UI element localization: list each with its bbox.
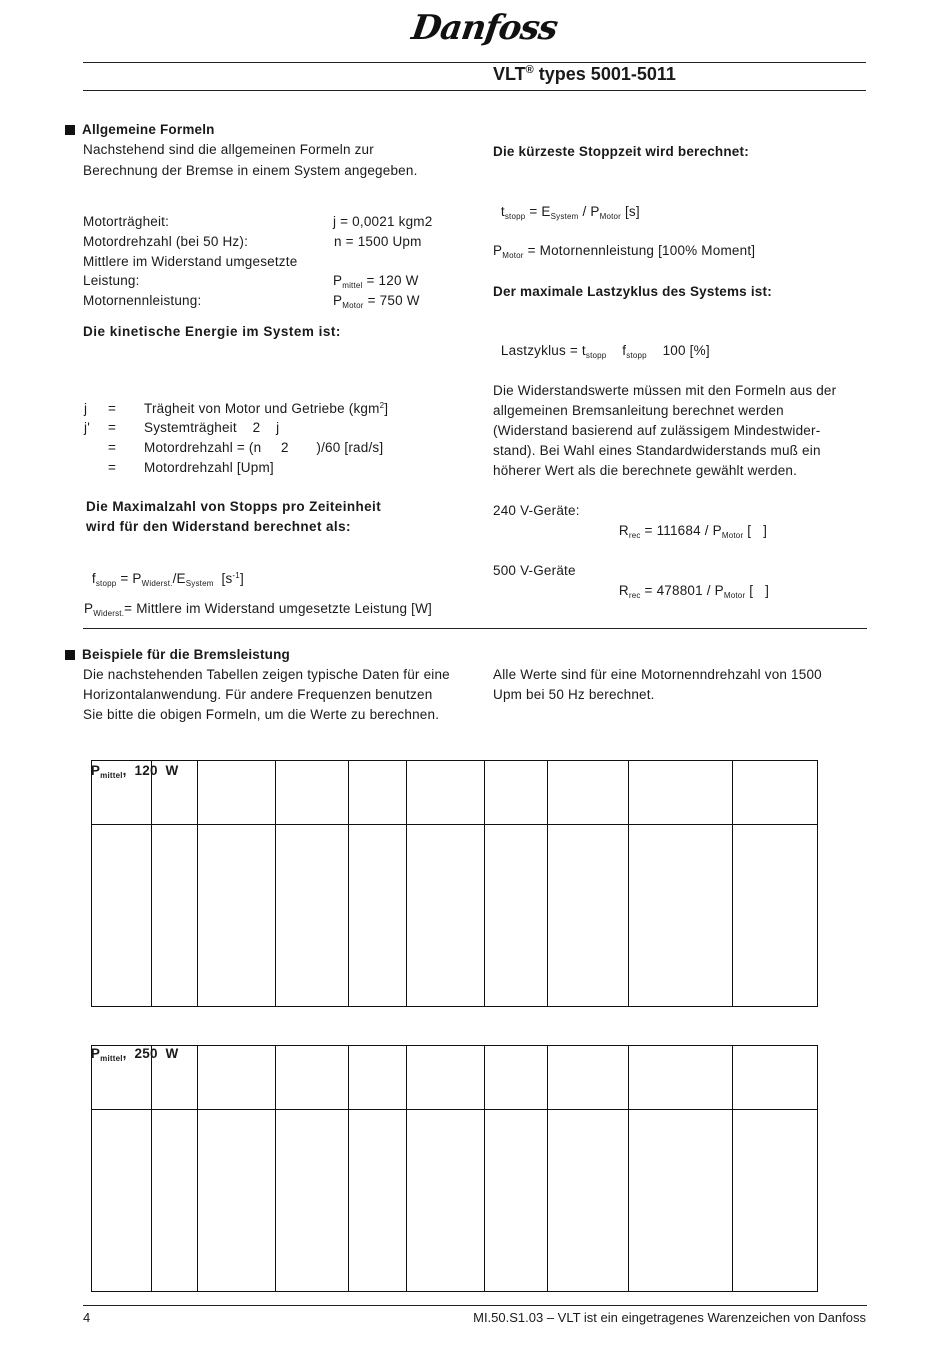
section2-heading xyxy=(65,645,290,665)
danfoss-logo xyxy=(409,8,560,52)
value-part: P xyxy=(333,293,343,308)
caption-sub: mittel xyxy=(100,1054,123,1063)
logo-text: Danfoss xyxy=(409,8,560,48)
value-part: = 120 W xyxy=(362,273,419,288)
header-rule-top xyxy=(83,62,866,63)
param-label: Leistung: xyxy=(83,273,140,288)
table-cell xyxy=(485,1046,548,1110)
formula-sub: stopp xyxy=(95,579,117,588)
formula-part: = P xyxy=(116,571,142,586)
section-divider xyxy=(83,628,867,629)
caption-part: P xyxy=(90,1046,101,1061)
legend-text-part: ] xyxy=(384,401,389,416)
caption-part: , 120 W xyxy=(122,763,179,778)
table-header-row xyxy=(92,761,818,825)
formula-sub: Widerst. xyxy=(141,579,173,588)
r500-label: 500 V-Geräte xyxy=(493,563,576,578)
cycle-heading: Der maximale Lastzyklus des Systems ist: xyxy=(493,284,772,299)
value-sub: Motor xyxy=(342,301,364,310)
legend-eq: = xyxy=(108,460,117,475)
r500-formula xyxy=(611,561,769,601)
legend-text: Motordrehzahl = (n 2 )/60 [rad/s] xyxy=(144,440,384,455)
table-cell xyxy=(629,761,733,825)
formula-sub: stopp xyxy=(585,351,607,360)
page-number: 4 xyxy=(83,1310,91,1325)
header-rule-bottom xyxy=(83,90,866,91)
legend-eq: = xyxy=(108,420,117,435)
formula-part: Lastzyklus = t xyxy=(500,343,586,358)
table-cell xyxy=(733,761,818,825)
table-cell xyxy=(349,1110,407,1292)
section2-text-line: Sie bitte die obigen Formeln, um die Werte zu berechnen. xyxy=(83,707,440,722)
kinetic-heading: Die kinetische Energie im System ist: xyxy=(83,324,341,339)
param-value: n = 1500 Upm xyxy=(334,234,422,249)
document-title xyxy=(493,64,676,85)
resistance-text-line: allgemeinen Bremsanleitung berechnet werden xyxy=(493,403,784,418)
formula-part: = 111684 / P xyxy=(640,523,722,538)
table-cell xyxy=(485,825,548,1007)
table-cell xyxy=(152,761,198,825)
table-250w xyxy=(91,1045,818,1292)
max-stops-heading-1: Die Maximalzahl von Stopps pro Zeiteinheit xyxy=(86,499,382,514)
table-cell xyxy=(407,1046,485,1110)
table-cell xyxy=(92,1110,152,1292)
table-cell xyxy=(349,1046,407,1110)
table-row xyxy=(92,825,818,1007)
table-cell xyxy=(629,1046,733,1110)
table-cell xyxy=(276,825,349,1007)
table-cell xyxy=(733,1110,818,1292)
table-header-row xyxy=(92,1046,818,1110)
table-cell xyxy=(733,825,818,1007)
table-cell xyxy=(198,761,276,825)
param-label: Mittlere im Widerstand umgesetzte xyxy=(83,254,298,269)
caption-part: , 250 W xyxy=(122,1046,179,1061)
footer-text: MI.50.S1.03 – VLT ist ein eingetragenes Warenzeichen von Danfoss xyxy=(473,1310,866,1325)
table-cell xyxy=(92,825,152,1007)
table-cell xyxy=(152,1110,198,1292)
table-cell xyxy=(407,1110,485,1292)
table-cell xyxy=(629,825,733,1007)
formula-part: ] xyxy=(239,571,244,586)
bullet-square xyxy=(65,125,75,135)
r240-formula xyxy=(611,501,767,541)
title-rest: types 5001-5011 xyxy=(533,64,676,84)
legend-symbol: j' xyxy=(84,420,90,435)
formula-part: [s xyxy=(213,571,233,586)
param-label: Motorträgheit: xyxy=(83,214,170,229)
param-label: Motornennleistung: xyxy=(83,293,202,308)
param-label: Motordrehzahl (bei 50 Hz): xyxy=(83,234,249,249)
formula-part: P xyxy=(493,243,503,258)
section2-right-line: Alle Werte sind für eine Motornenndrehzahl von 1500 xyxy=(493,667,822,682)
formula-part: t xyxy=(500,204,505,219)
formula-part: [s] xyxy=(621,204,640,219)
pwiderst-definition xyxy=(84,599,432,619)
legend-text-part: Trägheit von Motor und Getriebe (kgm xyxy=(144,401,380,416)
fstopp-formula xyxy=(84,549,244,589)
bullet-square xyxy=(65,650,75,660)
formula-part: f xyxy=(91,571,96,586)
legend-eq: = xyxy=(108,401,117,416)
table-cell xyxy=(152,1046,198,1110)
resistance-text-line: stand). Bei Wahl eines Standardwiderstands muß ein xyxy=(493,443,821,458)
value-sub: mittel xyxy=(342,281,363,290)
legend-sup: 2 xyxy=(379,401,385,410)
legend-symbol: j xyxy=(84,401,88,416)
formula-part: [ ] xyxy=(743,523,768,538)
formula-sub: Motor xyxy=(599,212,622,221)
intro-line-1: Nachstehend sind die allgemeinen Formeln zur xyxy=(83,142,374,157)
resistance-text-line: (Widerstand basierend auf zulässigem Mindestwider- xyxy=(493,423,821,438)
formula-sub: Motor xyxy=(723,591,746,600)
param-value xyxy=(333,291,420,311)
section2-right-line: Upm bei 50 Hz berechnet. xyxy=(493,687,655,702)
table-cell xyxy=(733,1046,818,1110)
table-cell xyxy=(276,761,349,825)
section2-heading-text: Beispiele für die Bremsleistung xyxy=(82,647,291,662)
pmotor-definition xyxy=(493,241,755,261)
intro-line-2: Berechnung der Bremse in einem System angegeben. xyxy=(83,163,418,178)
table-cell xyxy=(349,761,407,825)
formula-part: 100 [%] xyxy=(646,343,710,358)
formula-sub: stopp xyxy=(626,351,647,360)
formula-sub: Motor xyxy=(721,531,744,540)
section2-text-line: Die nachstehenden Tabellen zeigen typische Daten für eine xyxy=(83,667,450,682)
formula-sub: rec xyxy=(628,591,641,600)
formula-part: = 478801 / P xyxy=(640,583,724,598)
formula-part: = Mittlere im Widerstand umgesetzte Leistung [W] xyxy=(124,601,432,616)
table-cell xyxy=(485,1110,548,1292)
formula-part: = E xyxy=(525,204,551,219)
formula-part: = Motornennleistung [100% Moment] xyxy=(523,243,756,258)
section1-heading-text: Allgemeine Formeln xyxy=(82,122,215,137)
table-cell xyxy=(198,1046,276,1110)
param-value xyxy=(333,271,419,291)
legend-eq: = xyxy=(108,440,117,455)
formula-sub: System xyxy=(185,579,214,588)
stop-heading: Die kürzeste Stoppzeit wird berechnet: xyxy=(493,144,749,159)
formula-part: f xyxy=(606,343,627,358)
resistance-text-line: höherer Wert als die berechnete gewählt werden. xyxy=(493,463,798,478)
table-cell xyxy=(198,825,276,1007)
table-cell xyxy=(629,1110,733,1292)
lastzyklus-formula xyxy=(493,321,710,361)
table-cell xyxy=(485,761,548,825)
legend-text: Motordrehzahl [Upm] xyxy=(144,460,274,475)
caption-part: P xyxy=(90,763,101,778)
table-cell xyxy=(276,1046,349,1110)
table-cell xyxy=(548,1046,629,1110)
table-cell xyxy=(407,825,485,1007)
table-cell xyxy=(152,825,198,1007)
formula-part: [ ] xyxy=(745,583,770,598)
table-cell xyxy=(548,1110,629,1292)
formula-sub: rec xyxy=(628,531,641,540)
section1-heading xyxy=(65,120,215,140)
formula-sub: stopp xyxy=(504,212,526,221)
footer-rule xyxy=(83,1305,867,1306)
formula-part: R xyxy=(618,523,629,538)
value-part: P xyxy=(333,273,343,288)
table-cell xyxy=(92,761,152,825)
param-value: j = 0,0021 kgm2 xyxy=(333,214,433,229)
table-cell xyxy=(349,825,407,1007)
table-cell xyxy=(276,1110,349,1292)
table-cell xyxy=(548,825,629,1007)
formula-part: R xyxy=(618,583,629,598)
formula-sub: Widerst. xyxy=(93,609,125,618)
max-stops-heading-2: wird für den Widerstand berechnet als: xyxy=(86,519,351,534)
legend-text: Systemträgheit 2 j xyxy=(144,420,280,435)
resistance-text-line: Die Widerstandswerte müssen mit den Formeln aus der xyxy=(493,383,837,398)
table-cell xyxy=(198,1110,276,1292)
formula-sup: -1 xyxy=(232,571,240,580)
table-cell xyxy=(548,761,629,825)
formula-part: /E xyxy=(172,571,186,586)
title-reg: ® xyxy=(525,64,534,76)
table-row xyxy=(92,1110,818,1292)
formula-sub: Motor xyxy=(502,251,524,260)
caption-sub: mittel xyxy=(100,771,123,780)
title-main: VLT xyxy=(493,64,526,84)
formula-sub: System xyxy=(550,212,579,221)
value-part: = 750 W xyxy=(363,293,420,308)
formula-part: / P xyxy=(578,204,600,219)
table-120w xyxy=(91,760,818,1007)
section2-text-line: Horizontalanwendung. Für andere Frequenzen benutzen xyxy=(83,687,433,702)
formula-part: P xyxy=(84,601,94,616)
table-cell xyxy=(407,761,485,825)
table-cell xyxy=(92,1046,152,1110)
tstopp-formula xyxy=(493,182,640,222)
r240-label: 240 V-Geräte: xyxy=(493,503,580,518)
legend-text xyxy=(144,399,388,419)
